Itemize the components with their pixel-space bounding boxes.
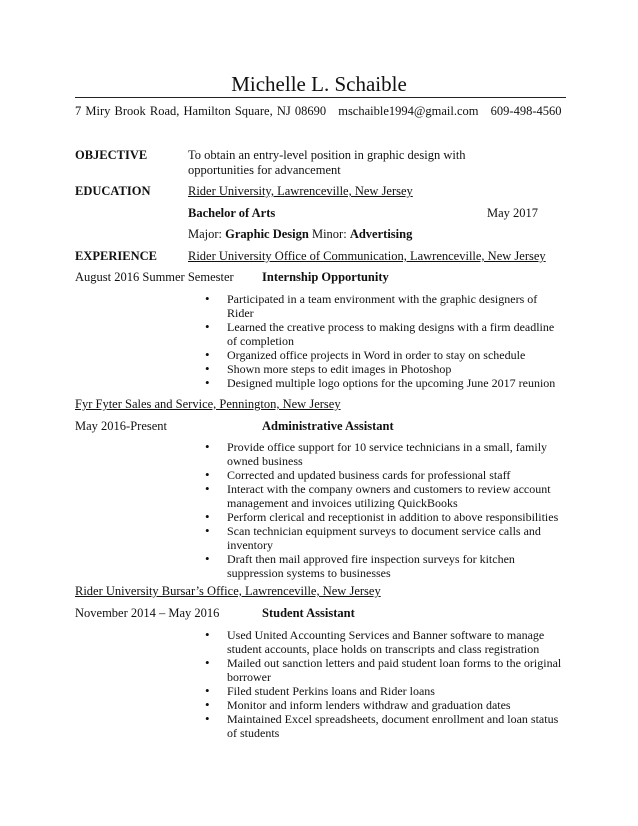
header-divider	[75, 97, 566, 98]
job-title: Administrative Assistant	[262, 419, 394, 433]
minor-label: Minor:	[311, 227, 347, 241]
job-bullets	[203, 628, 563, 740]
major-value: Graphic Design	[225, 227, 309, 241]
job-title: Student Assistant	[262, 606, 355, 620]
objective-label: OBJECTIVE	[75, 148, 148, 162]
list-item: • Maintained Excel spreadsheets, document enrollment and loan status of students	[203, 712, 563, 740]
major-label: Major:	[188, 227, 223, 241]
list-item: • Interact with the company owners and customers to review account management and invoices utilizing QuickBooks	[203, 482, 563, 510]
job-org: Rider University Bursar’s Office, Lawrenceville, New Jersey	[75, 584, 381, 598]
education-label: EDUCATION	[75, 184, 151, 198]
list-item: • Mailed out sanction letters and paid student loan forms to the original borrower	[203, 656, 563, 684]
list-item: • Corrected and updated business cards for professional staff	[203, 468, 563, 482]
minor-value: Advertising	[349, 227, 413, 241]
email: mschaible1994@gmail.com	[338, 104, 479, 118]
list-item: • Learned the creative process to making designs with a firm deadline of completion	[203, 320, 563, 348]
job-org: Fyr Fyter Sales and Service, Pennington, New Jersey	[75, 397, 341, 411]
list-item: • Scan technician equipment surveys to document service calls and inventory	[203, 524, 563, 552]
address: 7 Miry Brook Road, Hamilton Square, NJ 08690	[75, 104, 327, 118]
list-item: • Designed multiple logo options for the upcoming June 2017 reunion	[203, 376, 563, 390]
job-dates: November 2014 – May 2016	[75, 606, 220, 620]
list-item: • Monitor and inform lenders withdraw and graduation dates	[203, 698, 563, 712]
candidate-name: Michelle L. Schaible	[231, 72, 407, 96]
list-item: • Draft then mail approved fire inspection surveys for kitchen suppression systems to businesses	[203, 552, 563, 580]
phone: 609-498-4560	[490, 104, 562, 118]
list-item: • Perform clerical and receptionist in addition to above responsibilities	[203, 510, 563, 524]
job-bullets	[203, 440, 563, 580]
list-item: • Used United Accounting Services and Banner software to manage student accounts, place holds on transcripts and class registration	[203, 628, 563, 656]
job-dates: May 2016-Present	[75, 419, 167, 433]
contact-line	[75, 104, 569, 119]
list-item: • Participated in a team environment with the graphic designers of Rider	[203, 292, 563, 320]
list-item: • Shown more steps to edit images in Photoshop	[203, 362, 563, 376]
list-item: • Provide office support for 10 service technicians in a small, family owned business	[203, 440, 563, 468]
education-school: Rider University, Lawrenceville, New Jersey	[188, 184, 413, 198]
job-dates: August 2016 Summer Semester	[75, 270, 234, 284]
education-degree: Bachelor of Arts	[188, 206, 276, 220]
education-major-minor	[188, 227, 412, 242]
objective-text: To obtain an entry-level position in graphic design with opportunities for advancement	[188, 148, 466, 177]
job-org: Rider University Office of Communication, Lawrenceville, New Jersey	[188, 249, 546, 263]
job-bullets	[203, 292, 563, 390]
job-title: Internship Opportunity	[262, 270, 389, 284]
experience-label: EXPERIENCE	[75, 249, 157, 263]
education-date: May 2017	[487, 206, 539, 220]
list-item: • Filed student Perkins loans and Rider loans	[203, 684, 563, 698]
list-item: • Organized office projects in Word in order to stay on schedule	[203, 348, 563, 362]
